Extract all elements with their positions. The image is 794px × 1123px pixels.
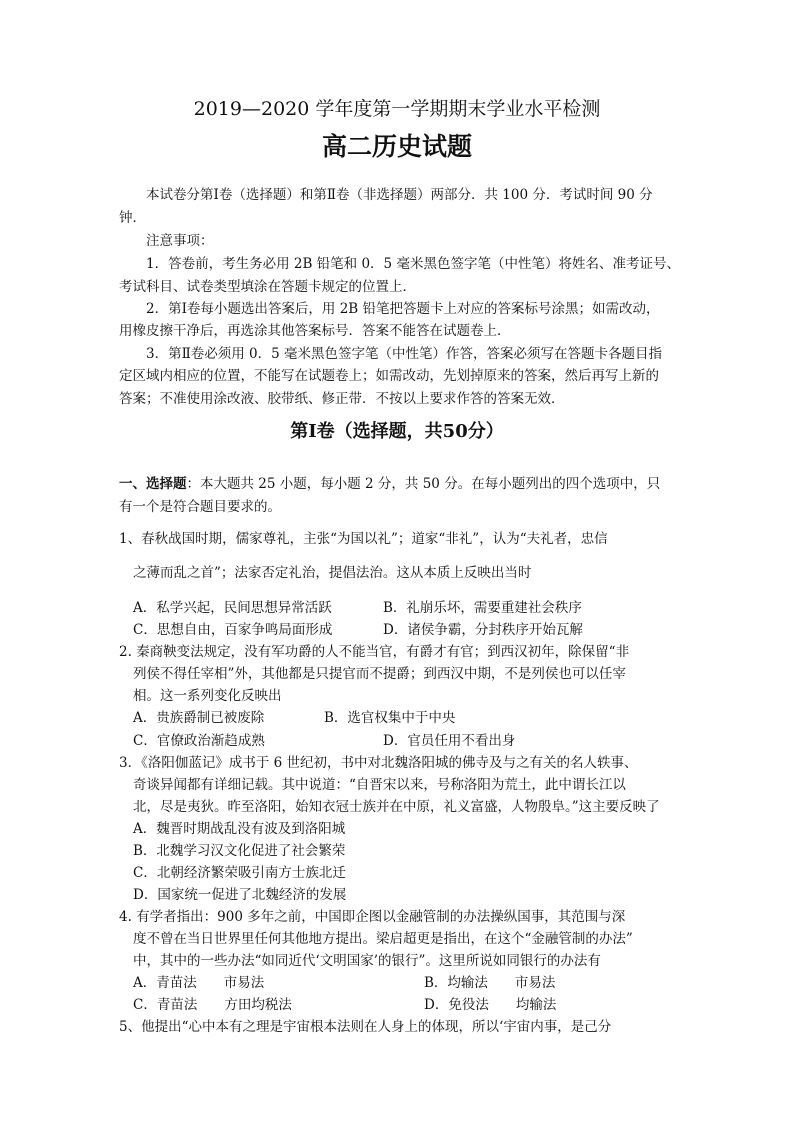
intro-line: 钟． [119, 210, 146, 226]
option-d: D．官员任用不看出身 [383, 733, 516, 749]
section-instructions: 有一个是符合题目要求的。 [119, 499, 281, 515]
exam-title: 2019—2020 学年度第一学期期末学业水平检测 [193, 98, 601, 120]
option-a: A．贵族爵制已被废除 [133, 710, 265, 726]
option-b: B．均输法 市易法 [424, 975, 556, 991]
option-d: D．免役法 均输法 [424, 997, 557, 1013]
instructions-text: ：本大题共 25 小题，每小题 2 分，共 50 分。在每小题列出的四个选项中，只 [186, 476, 661, 492]
question-stem: 2. 秦商鞅变法规定，没有军功爵的人不能当官，有爵才有官；到西汉初年，除保留“非 [119, 644, 630, 660]
question-stem: 之薄而乱之首”；法家否定礼治，提倡法治。这从本质上反映出当时 [133, 565, 532, 581]
option-c: C．青苗法 方田均税法 [133, 997, 292, 1013]
notes-label: 注意事项： [146, 233, 214, 249]
option-a: A．魏晋时期战乱没有波及到洛阳城 [133, 821, 346, 837]
option-c: C．官僚政治渐趋成熟 [133, 733, 265, 749]
note-line: 1．答卷前，考生务必用 2B 铅笔和 0．5 毫米黑色签字笔（中性笔）将姓名、准考证号、 [146, 256, 680, 272]
option-c: C．北朝经济繁荣吸引南方士族北迁 [133, 865, 346, 881]
note-line: 3．第Ⅱ卷必须用 0．5 毫米黑色签字笔（中性笔）作答，答案必须写在答题卡各题目指 [146, 346, 663, 362]
note-line: 2．第Ⅰ卷每小题选出答案后，用 2B 铅笔把答题卡上对应的答案标号涂黑；如需改动， [146, 301, 660, 317]
option-b: B．选官权集中于中央 [324, 710, 456, 726]
section-instructions [119, 475, 660, 493]
option-b: B．礼崩乐坏，需要重建社会秩序 [383, 600, 582, 616]
option-a: A．青苗法 市易法 [133, 975, 265, 991]
question-stem: 1、春秋战国时期，儒家尊礼，主张“为国以礼”；道家“非礼”，认为“夫礼者，忠信 [119, 531, 608, 547]
question-stem: 4. 有学者指出：900 多年之前，中国即企图以金融管制的办法操纵国事，其范围与深 [119, 909, 626, 925]
question-stem: 北，尽是夷狄。昨至洛阳，始知衣冠士族并在中原，礼义富盛，人物殷阜。”这主要反映了 [133, 799, 660, 815]
intro-line: 本试卷分第Ⅰ卷（选择题）和第Ⅱ卷（非选择题）两部分．共 100 分．考试时间 90 分 [146, 187, 653, 203]
section-title: 第Ⅰ卷（选择题，共50分） [290, 421, 504, 442]
note-line: 用橡皮擦干净后，再选涂其他答案标号．答案不能答在试题卷上． [119, 323, 511, 339]
subject-title: 高二历史试题 [321, 132, 472, 161]
question-stem: 相。这一系列变化反映出 [133, 688, 282, 704]
question-stem: 中，其中的一些办法“如同近代‘文明国家’的银行”。这里所说如同银行的办法有 [133, 953, 601, 969]
note-line: 定区域内相应的位置，不能写在试题卷上；如需改动，先划掉原来的答案，然后再写上新的 [119, 368, 659, 384]
option-a: A．私学兴起，民间思想异常活跃 [133, 600, 332, 616]
option-c: C．思想自由，百家争鸣局面形成 [133, 622, 333, 638]
question-stem: 列侯不得任宰相”外，其他都是只提官而不提爵；到西汉中期，不是列侯也可以任宰 [133, 666, 626, 682]
option-b: B．北魏学习汉文化促进了社会繁荣 [133, 843, 346, 859]
question-stem: 度不曾在当日世界里任何其他地方提出。梁启超更是指出，在这个“金融管制的办法” [133, 931, 633, 947]
option-d: D．诸侯争霸，分封秩序开始瓦解 [383, 622, 583, 638]
option-d: D．国家统一促进了北魏经济的发展 [133, 887, 347, 903]
note-line: 答案；不准使用涂改液、胶带纸、修正带．不按以上要求作答的答案无效． [119, 391, 565, 407]
question-stem: 5、他提出“心中本有之理是宇宙根本法则在人身上的体现，所以‘宇宙内事，是己分 [119, 1019, 612, 1035]
instructions-label: 一、选择题 [119, 476, 187, 492]
question-stem: 3．《洛阳伽蓝记》成书于 6 世纪初，书中对北魏洛阳城的佛寺及与之有关的名人轶事、 [119, 755, 638, 771]
note-line: 考试科目、试卷类型填涂在答题卡规定的位置上． [119, 279, 416, 295]
question-stem: 奇谈异闻都有详细记载。其中说道：“自晋宋以来，号称洛阳为荒土，此中谓长江以 [133, 777, 626, 793]
